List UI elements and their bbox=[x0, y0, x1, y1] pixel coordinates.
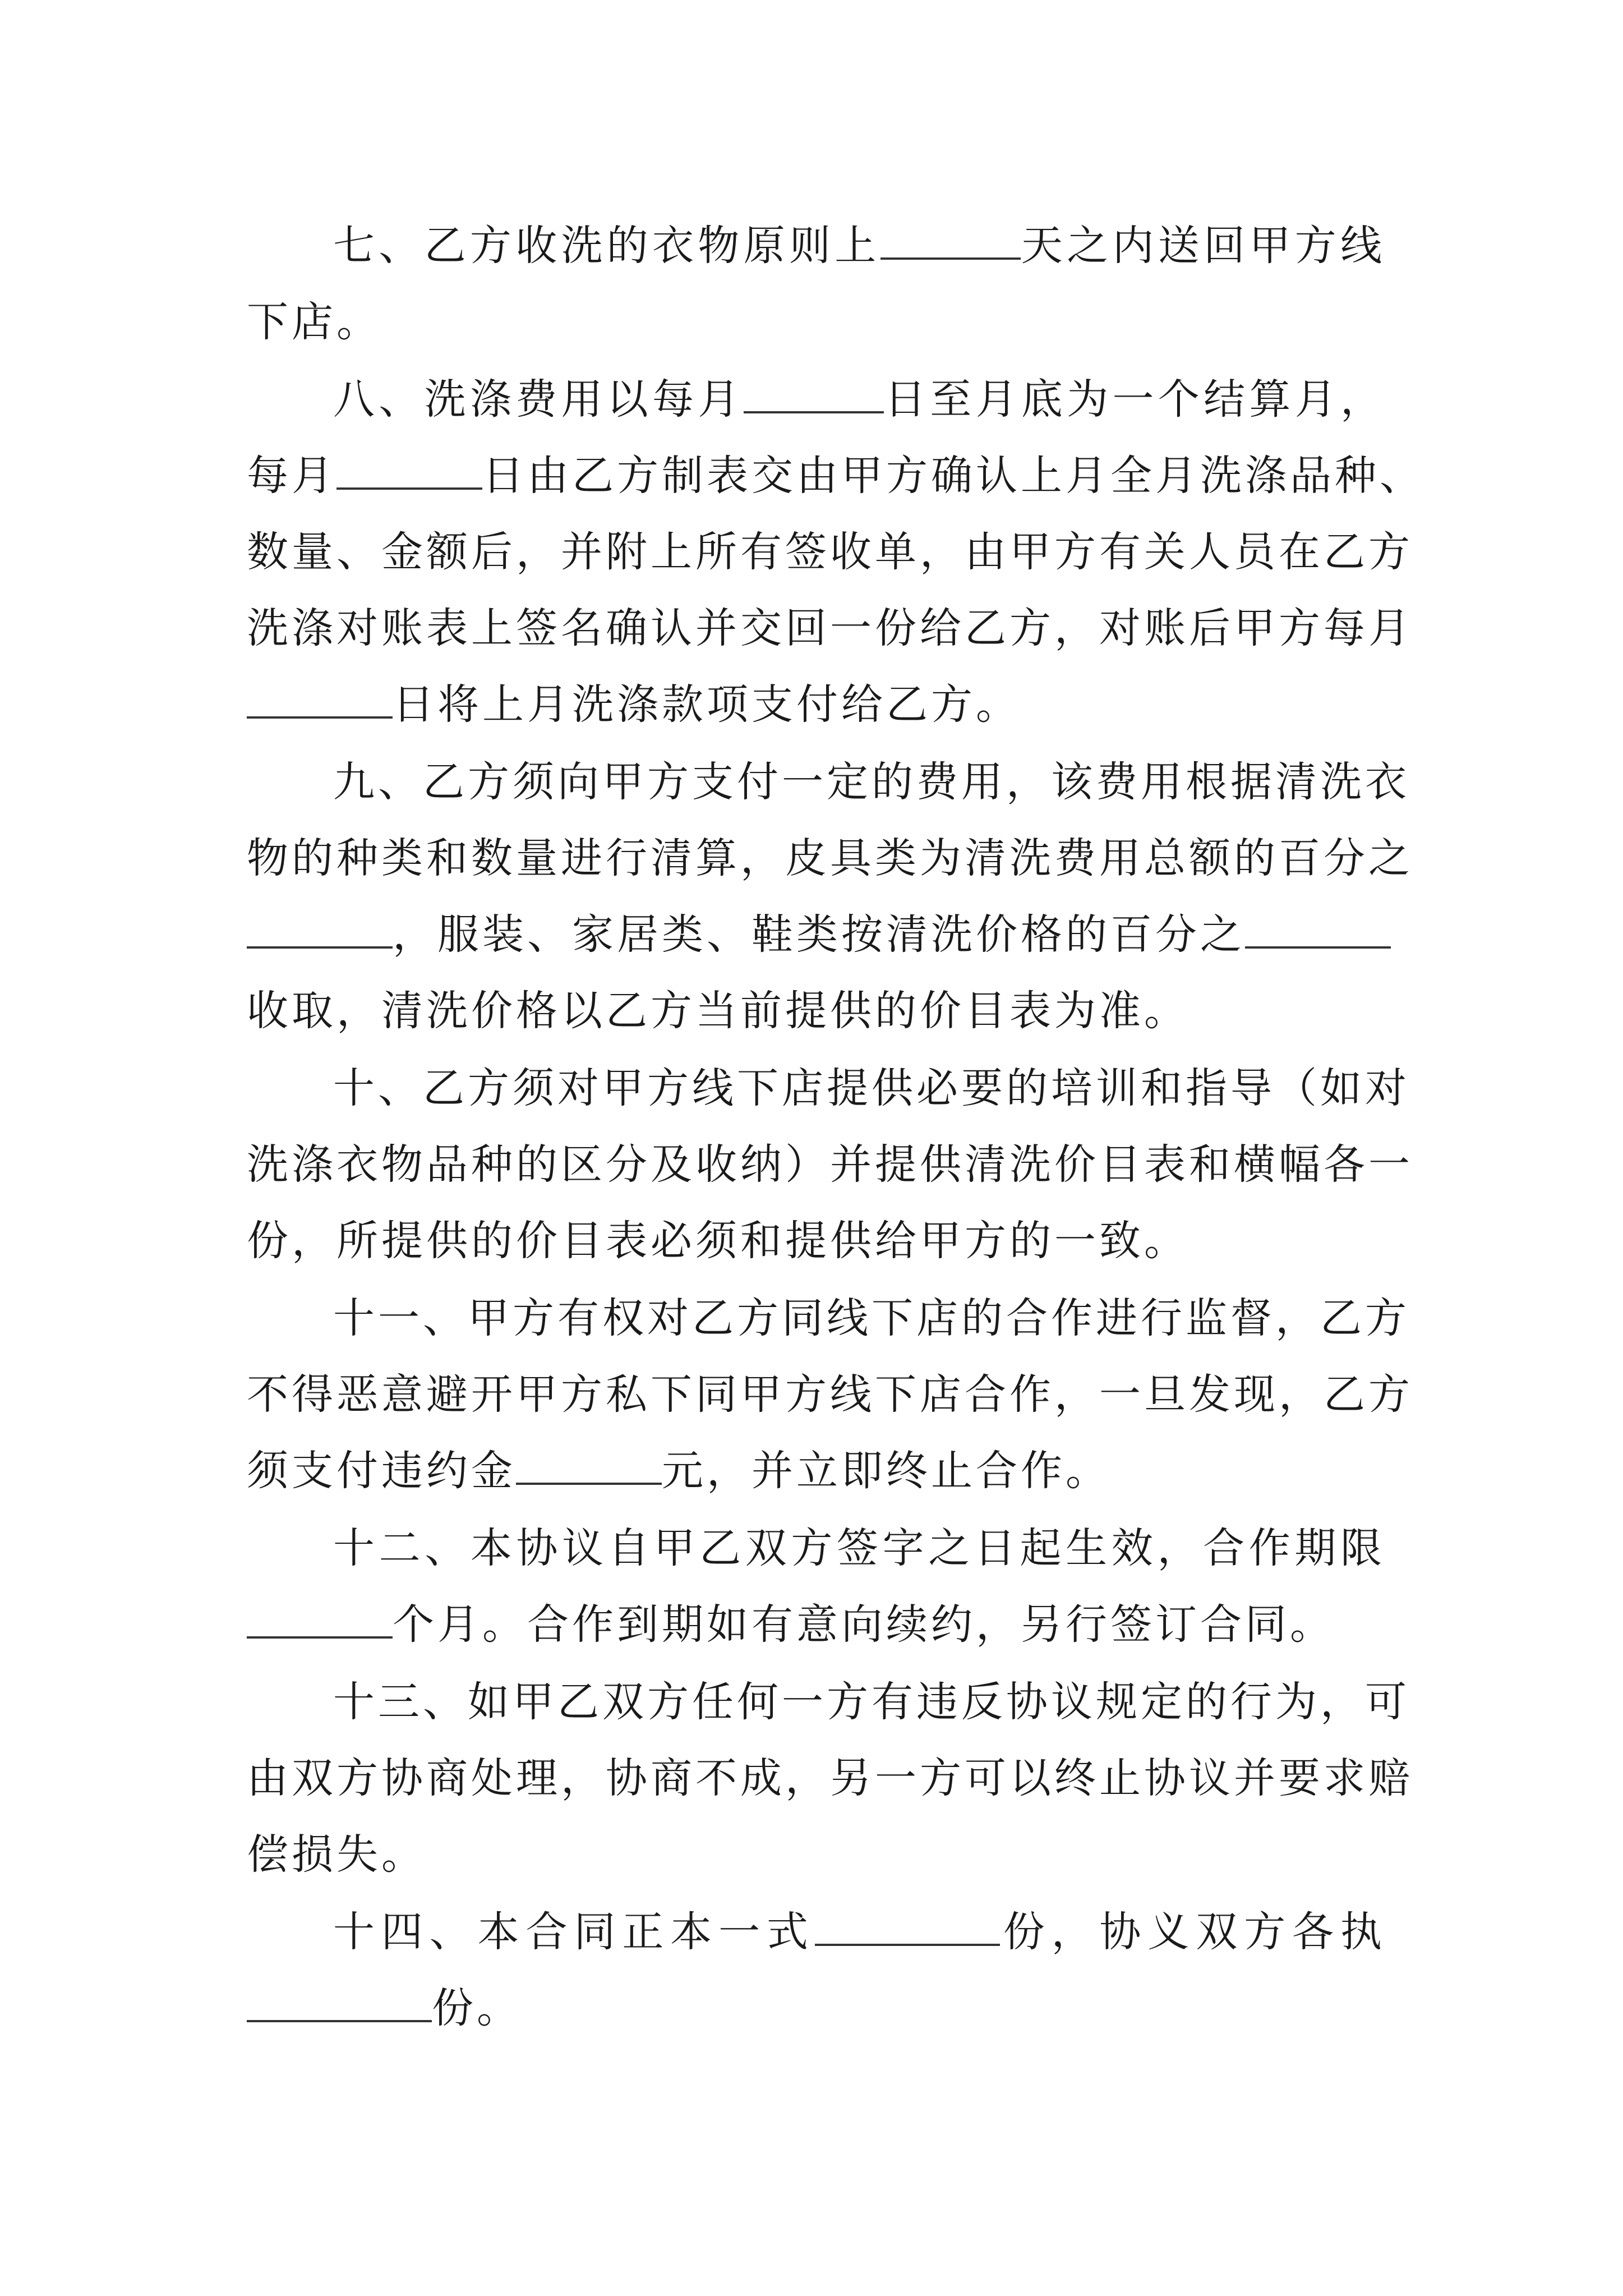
clause-10-line-2 bbox=[247, 1126, 1413, 1203]
clause-8-text-f: 洗涤对账表上签名确认并交回一份给乙方，对账后甲方每月 bbox=[247, 604, 1413, 652]
clause-14-text-a: 十四、本合同正本一式 bbox=[333, 1908, 815, 1956]
blank-clothing-percent bbox=[1245, 913, 1391, 949]
clause-12-text-a: 十二、本协议自甲乙双方签字之日起生效，合作期限 bbox=[333, 1524, 1385, 1572]
clause-11-text-d: 元，并立即终止合作。 bbox=[662, 1447, 1110, 1495]
clause-14-line-1 bbox=[333, 1894, 1385, 1970]
clause-11-text-a: 十一、甲方有权对乙方同线下店的合作进行监督，乙方 bbox=[333, 1294, 1410, 1342]
clause-9-line-4 bbox=[247, 973, 1385, 1049]
blank-settlement-start-day bbox=[744, 378, 884, 413]
clause-14-text-b: 份，协义双方各执 bbox=[999, 1908, 1386, 1956]
blank-copies-total bbox=[815, 1910, 1000, 1946]
blank-payment-day bbox=[247, 683, 393, 719]
clause-9-text-a: 九、乙方须向甲方支付一定的费用，该费用根据清洗衣 bbox=[333, 758, 1410, 806]
clause-9-line-3 bbox=[247, 896, 1385, 973]
clause-8-line-1 bbox=[333, 361, 1385, 438]
clause-11-text-c: 须支付违约金 bbox=[247, 1447, 516, 1495]
clause-8-text-d: 日由乙方制表交由甲方确认上月全月洗涤品种、 bbox=[482, 452, 1424, 500]
clause-9-text-c: ，服装、家居类、鞋类按清洗价格的百分之 bbox=[393, 910, 1245, 959]
clause-9-line-1 bbox=[333, 744, 1410, 820]
clause-11-line-2 bbox=[247, 1356, 1413, 1433]
blank-term-months bbox=[247, 1603, 393, 1639]
clause-12-line-2 bbox=[247, 1586, 1385, 1663]
clause-10-line-3 bbox=[247, 1203, 1385, 1279]
clause-11-line-3 bbox=[247, 1433, 1385, 1509]
clause-9-line-2 bbox=[247, 820, 1413, 896]
clause-8-line-3 bbox=[247, 514, 1413, 590]
clause-13-text-a: 十三、如甲乙双方任何一方有违反协议规定的行为，可 bbox=[333, 1678, 1410, 1726]
blank-statement-day bbox=[336, 454, 482, 490]
clause-8-text-a: 八、洗涤费用以每月 bbox=[333, 375, 744, 424]
clause-8-line-2 bbox=[247, 438, 1424, 514]
clause-10-text-b: 洗涤衣物品种的区分及收纳）并提供清洗价目表和横幅各一 bbox=[247, 1140, 1413, 1189]
clause-11-text-b: 不得恶意避开甲方私下同甲方线下店合作，一旦发现，乙方 bbox=[247, 1370, 1413, 1419]
clause-12-line-1 bbox=[333, 1510, 1385, 1586]
clause-8-text-b: 日至月底为一个结算月， bbox=[883, 375, 1386, 424]
clause-7-text-a: 七、乙方收洗的衣物原则上 bbox=[333, 222, 880, 270]
clause-10-line-1 bbox=[333, 1050, 1410, 1126]
clause-14-text-c: 份。 bbox=[432, 1984, 522, 2032]
clause-8-text-c: 每月 bbox=[247, 452, 336, 500]
clause-10-text-a: 十、乙方须对甲方线下店提供必要的培训和指导（如对 bbox=[333, 1064, 1410, 1112]
clause-7-text-c: 下店。 bbox=[247, 298, 381, 346]
clause-14-line-2 bbox=[247, 1970, 1385, 2046]
clause-8-text-g: 日将上月洗涤款项支付给乙方。 bbox=[393, 680, 1021, 729]
blank-leather-percent bbox=[247, 913, 393, 949]
clause-8-line-4 bbox=[247, 590, 1413, 666]
clause-7-line-2 bbox=[247, 284, 1385, 360]
blank-copies-each bbox=[247, 1986, 432, 2022]
clause-7-text-b: 天之内送回甲方线 bbox=[1020, 222, 1386, 270]
clause-13-text-b: 由双方协商处理，协商不成，另一方可以终止协议并要求赔 bbox=[247, 1754, 1413, 1802]
clause-7-line-1 bbox=[333, 208, 1385, 284]
blank-days-field bbox=[880, 224, 1021, 260]
clause-8-text-e: 数量、金额后，并附上所有签收单，由甲方有关人员在乙方 bbox=[247, 528, 1413, 576]
clause-12-text-b: 个月。合作到期如有意向续约，另行签订合同。 bbox=[393, 1600, 1335, 1649]
blank-penalty-amount bbox=[516, 1449, 662, 1485]
clause-13-line-1 bbox=[333, 1664, 1410, 1740]
clause-13-line-3 bbox=[247, 1816, 1385, 1893]
clause-11-line-1 bbox=[333, 1280, 1410, 1356]
clause-13-text-c: 偿损失。 bbox=[247, 1830, 426, 1879]
clause-9-text-b: 物的种类和数量进行清算，皮具类为清洗费用总额的百分之 bbox=[247, 834, 1413, 882]
clause-8-line-5 bbox=[247, 666, 1385, 743]
clause-13-line-2 bbox=[247, 1740, 1413, 1816]
clause-10-text-c: 份，所提供的价目表必须和提供给甲方的一致。 bbox=[247, 1217, 1189, 1265]
clause-9-text-d: 收取，清洗价格以乙方当前提供的价目表为准。 bbox=[247, 987, 1189, 1035]
